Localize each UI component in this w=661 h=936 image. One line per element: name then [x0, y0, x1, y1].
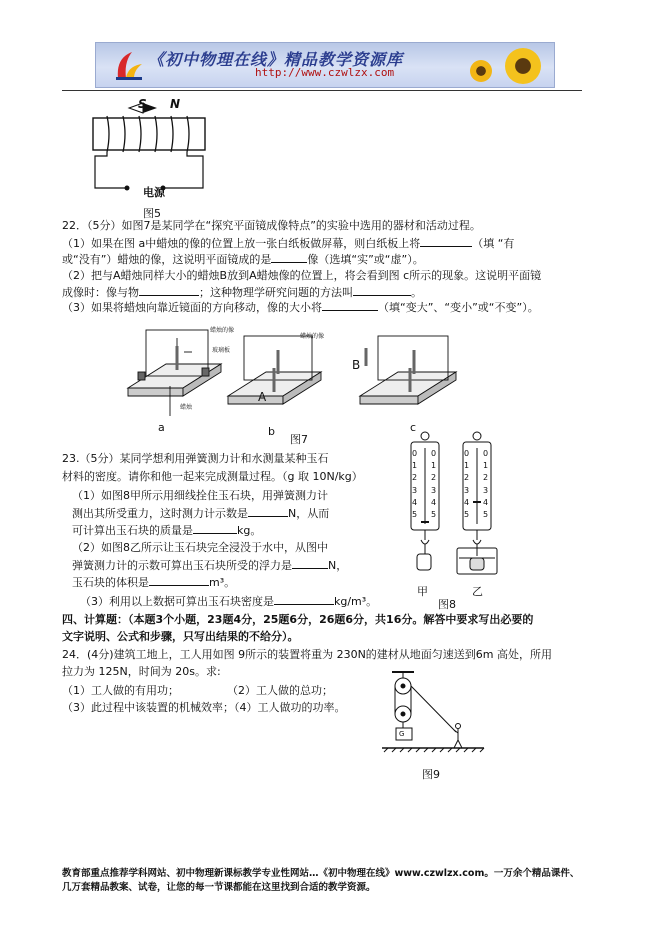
scale-yi-ticks: 0 1 2 3 4 5 [464, 449, 470, 520]
fig7-label-image: 蜡烛的像 [210, 327, 235, 334]
sunflower-image [470, 60, 492, 82]
q22-blank-2[interactable] [271, 251, 307, 263]
q22-part1-line1: （1）如果在图 a中蜡烛的像的位置上放一张白纸板做屏幕，则白纸板上将 （填 “有 [62, 237, 515, 250]
fig7-label-a: A [258, 390, 267, 404]
q23-line7: 弹簧测力计的示数可算出玉石块所受的浮力是 N， [72, 559, 348, 572]
q23-line3: （1）如图8甲所示用细线拴住玉石块，用弹簧测力计 [72, 489, 328, 502]
fig7-label-b: B [352, 358, 361, 372]
figure-5-caption: 图5 [143, 207, 161, 220]
q23-blank-2[interactable] [193, 522, 237, 534]
fig7-label-image-b: 蜡烛的像 [300, 333, 325, 340]
q24-line1: 24．(4分)建筑工地上，工人用如图 9所示的装置将重为 230N的建材从地面匀速送到6m 高处，所用 [62, 648, 553, 661]
q23-line9: （3）利用以上数据可算出玉石块密度是 kg/m³。 [80, 595, 378, 608]
fig8-label-yi: 乙 [472, 585, 483, 598]
q23-blank-5[interactable] [274, 593, 334, 605]
figure-7b [228, 336, 366, 404]
fig8-label-jia: 甲 [417, 585, 428, 598]
q24-line3: （1）工人做的有用功； （2）工人做的总功； [62, 684, 333, 697]
fig7-label-glass: 玻璃板 [212, 347, 231, 354]
q22-blank-3[interactable] [139, 284, 199, 296]
site-logo [112, 48, 146, 82]
power-source-label: 电源 [143, 186, 165, 199]
pole-s-label: S [138, 97, 147, 111]
footer-line2: 几万套精品教案、试卷，让您的每一节课都能在这里找到合适的教学资源。 [62, 882, 376, 893]
sunflower-image [505, 48, 541, 84]
scale-jia-ticks: 0 1 2 3 4 5 [412, 449, 418, 520]
q22-blank-1[interactable] [420, 235, 472, 247]
q24-line2: 拉力为 125N，时间为 20s。求: [62, 665, 221, 678]
fig9-weight-label: G [399, 730, 405, 738]
footer-line1: 教育部重点推荐学科网站、初中物理新课标教学专业性网站…《初中物理在线》www.czwlzx.com。一万余个精品课件、 [62, 868, 580, 879]
fig7-sub-a: a [158, 421, 165, 434]
q23-line2: 材料的密度。请你和他一起来完成测量过程。（g 取 10N/kg） [62, 470, 363, 483]
section-4-heading-line1: 四、计算题：（本题3个小题，23题4分，25题6分，26题6分，共16分。解答中要求写出必要的 [62, 613, 534, 626]
pole-n-label: N [170, 97, 181, 111]
q22-part2-line2: 成像时：像与物 ；这种物理学研究问题的方法叫 。 [62, 286, 422, 299]
figure-9-caption: 图9 [422, 768, 440, 781]
figure-8-caption: 图8 [438, 598, 456, 611]
scale-jia-ticks-right: 0 1 2 3 4 5 [431, 449, 437, 520]
q22-blank-5[interactable] [322, 299, 378, 311]
q22-stem: 22．（5分）如图7是某同学在“探究平面镜成像特点”的实验中选用的器材和活动过程。 [62, 219, 481, 232]
figure-7-caption: 图7 [290, 433, 308, 446]
fig7-sub-b: b [268, 425, 275, 438]
header-title: 《初中物理在线》精品教学资源库 [148, 50, 404, 69]
figure-7-plane-mirror [126, 326, 476, 430]
scale-yi-ticks-right: 0 1 2 3 4 5 [483, 449, 489, 520]
fig7-label-candle: 蜡烛 [180, 404, 193, 411]
fig7-sub-c: c [410, 421, 417, 434]
q23-line1: 23.（5分）某同学想利用弹簧测力计和水测量某种玉石 [62, 452, 329, 465]
q22-part2-line1: （2）把与A蜡烛同样大小的蜡烛B放到A蜡烛像的位置上，将会看到图 c所示的现象。这说明平面镜 [62, 269, 542, 282]
section-4-heading-line2: 文字说明、公式和步骤，只写出结果的不给分）。 [62, 630, 299, 643]
q23-line5: 可计算出玉石块的质量是 kg。 [72, 524, 262, 537]
figure-7a [128, 330, 221, 416]
header-url[interactable]: http://www.czwlzx.com [255, 66, 395, 79]
figure-7c [360, 336, 456, 404]
spring-scale-yi [457, 432, 497, 574]
figure-9-pulley [378, 668, 488, 760]
q23-blank-4[interactable] [149, 574, 209, 586]
q23-blank-3[interactable] [292, 557, 328, 569]
figure-8-spring-scales [405, 430, 505, 600]
q23-line6: （2）如图8乙所示让玉石块完全浸没于水中，从图中 [72, 541, 328, 554]
q23-line8: 玉石块的体积是 m³。 [72, 576, 236, 589]
q22-blank-4[interactable] [353, 284, 411, 296]
q23-blank-1[interactable] [248, 505, 288, 517]
header-divider [62, 90, 582, 91]
q22-part1-line2: 或“没有”）蜡烛的像，这说明平面镜成的是 像（选填“实”或“虚”）。 [62, 253, 424, 266]
q24-line4: （3）此过程中该装置的机械效率；（4）工人做功的功率。 [62, 701, 346, 714]
q23-line4: 测出其所受重力，这时测力计示数是 N，从而 [72, 507, 330, 520]
q22-part3: （3）如果将蜡烛向靠近镜面的方向移动，像的大小将 （填“变大”、“变小”或“不变”）。 [62, 301, 539, 314]
